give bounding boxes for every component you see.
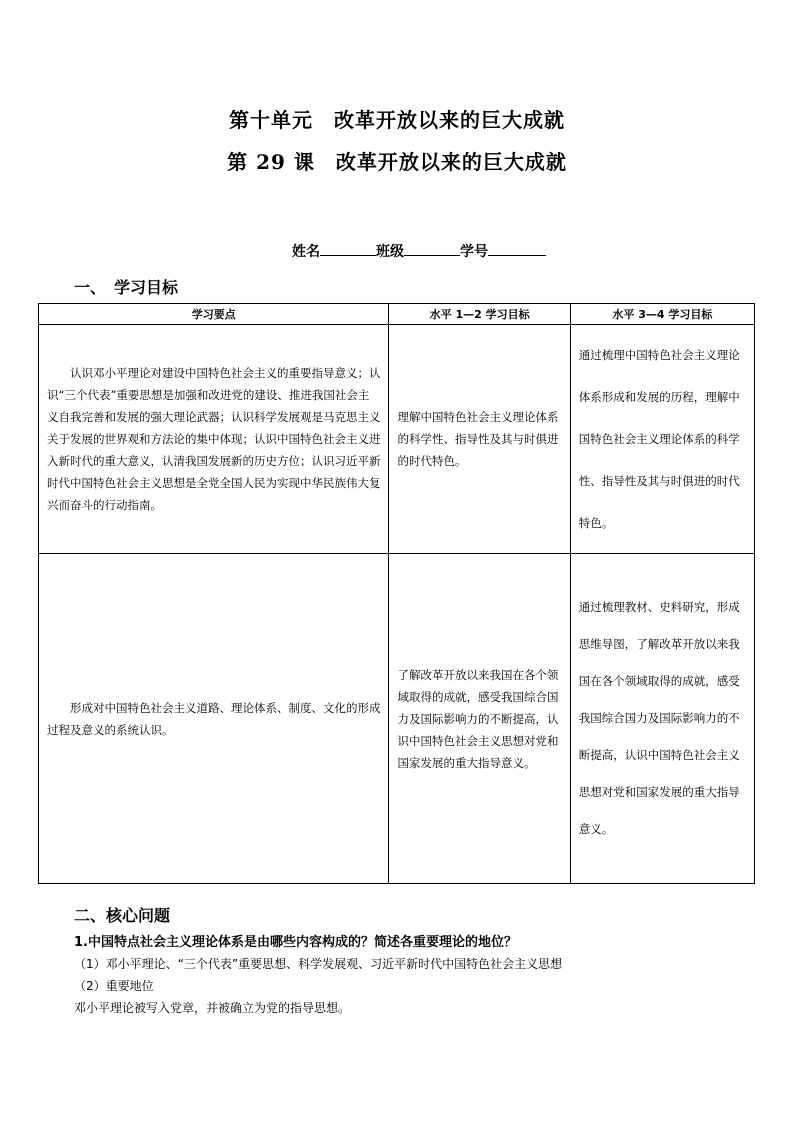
core-question-1: 1.中国特点社会主义理论体系是由哪些内容构成的？简述各重要理论的地位？: [74, 935, 517, 950]
learning-goals-table: [38, 303, 755, 884]
row1-level-1-2: 理解中国特色社会主义理论体系的科学性、指导性及其与时俱进的时代特色。: [389, 325, 570, 554]
class-label: 班级: [376, 244, 404, 260]
header-learning-points: 学习要点: [39, 304, 389, 325]
unit-title: 第十单元 改革开放以来的巨大成就: [229, 108, 565, 132]
row2-level-3-4: 通过梳理教材、史料研究，形成思维导图，了解改革开放以来我国在各个领域取得的成就，感受我国综合国力及国际影响力的不断提高，认识中国特色社会主义思想对党和国家发展的重大指导意义。: [570, 554, 754, 884]
lesson-title: 第 29 课 改革开放以来的巨大成就: [227, 150, 567, 174]
student-info-line: [292, 241, 546, 261]
name-label: 姓名: [292, 244, 320, 260]
table-row: [39, 325, 755, 554]
header-level-3-4: 水平 3—4 学习目标: [570, 304, 754, 325]
row2-learning-point: 形成对中国特色社会主义道路、理论体系、制度、文化的形成过程及意义的系统认识。: [39, 554, 389, 884]
table-row: [39, 554, 755, 884]
table-header-row: [39, 304, 755, 325]
answer-line-3: 邓小平理论被写入党章，并被确立为党的指导思想。: [74, 1001, 351, 1015]
id-label: 学号: [460, 244, 488, 260]
row1-level-3-4: 通过梳理中国特色社会主义理论体系形成和发展的历程，理解中国特色社会主义理论体系的科学性、指导性及其与时俱进的时代特色。: [570, 325, 754, 554]
header-level-1-2: 水平 1—2 学习目标: [389, 304, 570, 325]
class-blank[interactable]: [404, 241, 460, 256]
section-core-questions-heading: 二、核心问题: [74, 906, 171, 925]
row1-learning-point: 认识邓小平理论对建设中国特色社会主义的重要指导意义；认识“三个代表”重要思想是加强和改进党的建设、推进我国社会主义自我完善和发展的强大理论武器；认识科学发展观是马克思主义关于发展的世界观和方法论的集中体现；认识中国特色社会主义进入新时代的重大意义，认清我国发展新的历史方位；认识习近平新时代中国特色社会主义思想是全党全国人民为实现中华民族伟大复兴而奋斗的行动指南。: [39, 325, 389, 554]
row2-level-1-2: 了解改革开放以来我国在各个领域取得的成就，感受我国综合国力及国际影响力的不断提高，认识中国特色社会主义思想对党和国家发展的重大指导意义。: [389, 554, 570, 884]
id-blank[interactable]: [488, 241, 546, 256]
name-blank[interactable]: [320, 241, 376, 256]
section-learning-goals-heading: 一、 学习目标: [74, 278, 179, 297]
answer-line-2: （2）重要地位: [74, 979, 154, 993]
answer-line-1: （1）邓小平理论、“三个代表”重要思想、科学发展观、习近平新时代中国特色社会主义思想: [74, 957, 563, 971]
